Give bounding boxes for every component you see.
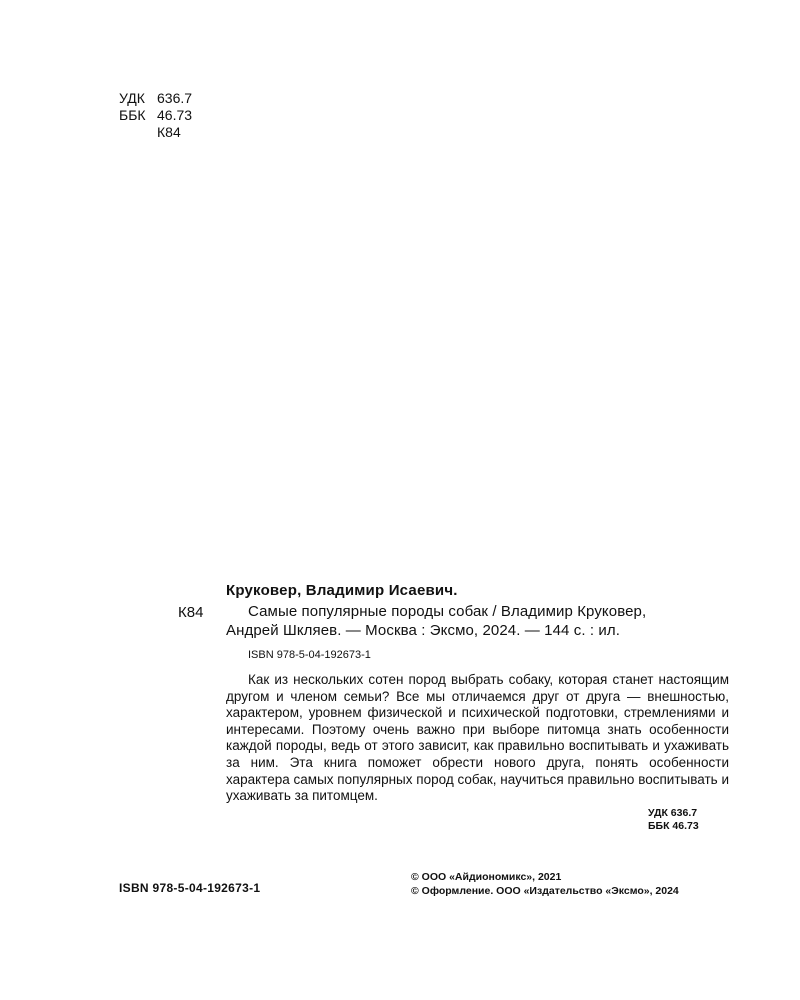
udk-label: УДК — [119, 90, 145, 106]
copyright-line-1: © ООО «Айдиономикс», 2021 — [411, 871, 562, 883]
udk-value: 636.7 — [157, 90, 193, 106]
title-line-1: Самые популярные породы собак / Владимир Круковер, — [248, 603, 647, 620]
classification-codes-top — [119, 90, 192, 141]
udk-bottom: УДК 636.7 — [648, 807, 698, 819]
entry-margin-code: К84 — [178, 604, 204, 621]
author-mark-row — [119, 124, 192, 141]
copyright-block — [411, 871, 679, 898]
entry-isbn: ISBN 978-5-04-192673-1 — [248, 649, 371, 661]
author-mark: К84 — [157, 124, 181, 140]
title-statement — [226, 602, 729, 640]
bbk-row — [119, 107, 192, 124]
bibliographic-entry — [226, 581, 729, 805]
author-heading: Круковер, Владимир Исаевич. — [226, 582, 458, 599]
bbk-label: ББК — [119, 107, 146, 123]
classification-codes-bottom — [648, 807, 699, 833]
bbk-value: 46.73 — [157, 107, 193, 123]
footer-isbn: ISBN 978-5-04-192673-1 — [119, 881, 261, 895]
annotation: Как из нескольких сотен пород выбрать собаку, которая станет настоящим другом и членом семьи? Все мы отличаемся друг от друга — внешностью, характером, уровнем физической и психической подготовки, стремлениями и интересами. Поэтому очень важно при выборе питомца знать особенности каждой породы, ведь от этого зависит, как правильно воспитывать и ухаживать за ним. Эта книга поможет обрести нового друга, понять особенности характера самых популярных пород собак, научиться правильно воспитывать и ухаживать за питомцем. — [226, 672, 729, 804]
bbk-bottom: ББК 46.73 — [648, 820, 699, 832]
copyright-line-2: © Оформление. ООО «Издательство «Эксмо», 2024 — [411, 884, 679, 897]
udk-row — [119, 90, 192, 107]
title-line-2: Андрей Шкляев. — Москва : Эксмо, 2024. — 144 с. : ил. — [226, 622, 620, 639]
